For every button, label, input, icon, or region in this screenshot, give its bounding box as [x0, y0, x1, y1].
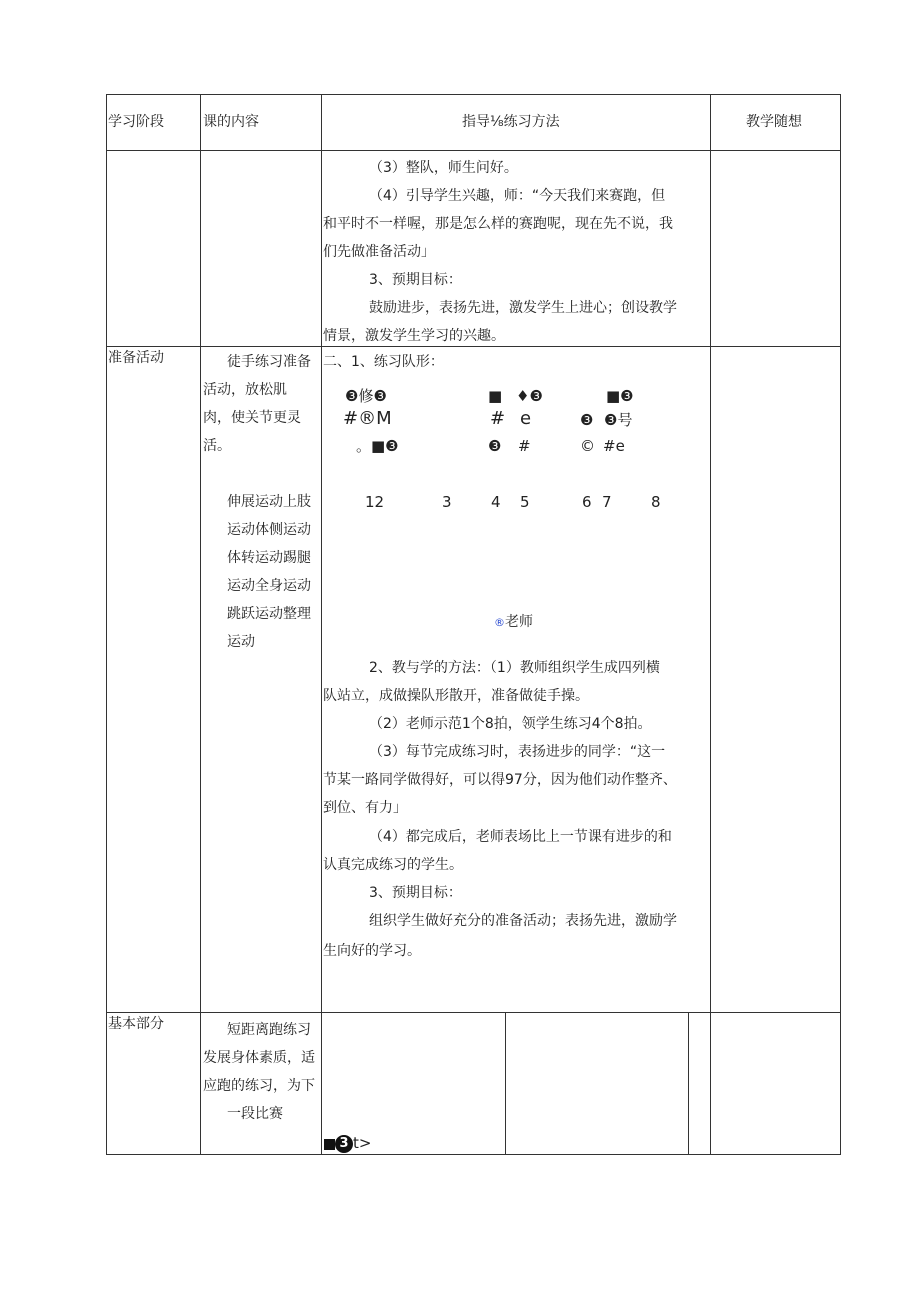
method-line-3: （2）老师示范1个8拍，领学生练习4个8拍。: [369, 716, 652, 732]
row1-content-a-2: 活动，放松肌: [203, 382, 287, 398]
row0-line-7: 情景，激发学生学习的兴趣。: [323, 328, 505, 344]
formation-r3-a: 。■❸: [356, 437, 399, 455]
row1-content-a-3: 肉，使关节更灵: [203, 410, 301, 426]
method-line-9: 3、预期目标：: [369, 885, 462, 901]
basic-bottom-text: t>: [353, 1134, 372, 1152]
method-line-4: （3）每节完成练习时，表扬进步的同学：“这一: [369, 744, 666, 760]
col-divider-1: [200, 94, 201, 1155]
row1-content-b-6: 运动: [227, 634, 255, 650]
row0-line-3: 和平时不一样喔，那是怎么样的赛跑呢，现在先不说，我: [323, 216, 673, 232]
row1-content-b-4: 运动全身运动: [227, 578, 311, 594]
header-stage: 学习阶段: [108, 114, 164, 130]
header-method: 指导⅛练习方法: [462, 114, 560, 130]
table-right-border: [840, 94, 841, 1155]
header-bottom-border: [106, 150, 841, 151]
method-line-8: 认真完成练习的学生。: [323, 857, 463, 873]
formation-r2-e: ❸号: [604, 411, 633, 429]
formation-r1-b: ■: [488, 387, 503, 405]
circled-three-icon: 3: [335, 1135, 353, 1153]
formation-r3-c: #: [518, 437, 531, 455]
formation-r3-e: #e: [603, 437, 625, 455]
sub-divider-2: [688, 1012, 689, 1155]
col-divider-2: [321, 94, 322, 1155]
row0-bottom-border: [106, 346, 841, 347]
row1-content-b-2: 运动体侧运动: [227, 522, 311, 538]
formation-number: 12: [365, 493, 385, 511]
row1-content-b-3: 体转运动踢腿: [227, 550, 311, 566]
row0-line-1: （3）整队，师生问好。: [369, 160, 518, 176]
formation-title: 二、1、练习队形：: [323, 354, 444, 370]
row0-line-6: 鼓励进步，表扬先进，激发学生上进心；创设教学: [369, 300, 677, 316]
row1-bottom-border: [106, 1012, 841, 1013]
formation-r2-d: ❸: [580, 411, 594, 429]
row1-content-a-4: 活。: [203, 438, 231, 454]
formation-number: 5: [520, 493, 530, 511]
header-notes: 教学随想: [746, 114, 802, 130]
row2-content-2: 发展身体素质，适: [203, 1050, 315, 1066]
table-left-border: [106, 94, 107, 1155]
row1-content-a-1: 徒手练习准备: [227, 354, 311, 370]
table-bottom-border: [106, 1154, 841, 1155]
formation-number: 3: [442, 493, 452, 511]
formation-number: 4: [491, 493, 501, 511]
basic-bottom-mark: [324, 1133, 371, 1154]
row2-content-4: 一段比赛: [227, 1106, 283, 1122]
sub-divider-1: [505, 1012, 506, 1155]
row1-stage: 准备活动: [108, 350, 164, 366]
formation-r3-b: ❸: [488, 437, 502, 455]
formation-r1-d: ■❸: [606, 387, 634, 405]
row0-line-2: （4）引导学生兴趣，师：“今天我们来赛跑，但: [369, 188, 666, 204]
teacher-position: [494, 612, 533, 633]
row1-content-b-1: 伸展运动上肢: [227, 494, 311, 510]
method-line-6: 到位、有力」: [323, 800, 407, 816]
formation-number: 8: [651, 493, 661, 511]
formation-number: 7: [602, 493, 612, 511]
method-line-2: 队站立，成做操队形散开，准备做徒手操。: [323, 688, 589, 704]
method-line-10: 组织学生做好充分的准备活动；表扬先进，激励学: [369, 913, 677, 929]
method-line-1: 2、教与学的方法：（1）教师组织学生成四列横: [369, 660, 660, 676]
table-top-border: [106, 94, 841, 95]
row2-content-3: 应跑的练习，为下: [203, 1078, 315, 1094]
teacher-label: 老师: [505, 614, 533, 630]
formation-number: 6: [582, 493, 592, 511]
formation-r2-b: #: [490, 408, 506, 429]
formation-r2-a: #®M: [343, 408, 392, 429]
row2-stage: 基本部分: [108, 1016, 164, 1032]
row0-line-5: 3、预期目标：: [369, 272, 462, 288]
row1-content-b-5: 跳跃运动整理: [227, 606, 311, 622]
method-line-7: （4）都完成后，老师表场比上一节课有进步的和: [369, 829, 672, 845]
teacher-mark: ®: [494, 616, 505, 629]
method-line-11: 生向好的学习。: [323, 943, 421, 959]
row2-content-1: 短距离跑练习: [227, 1022, 311, 1038]
row0-line-4: 们先做准备活动」: [323, 244, 435, 260]
formation-r1-c: ♦❸: [516, 387, 543, 405]
formation-r3-d: ©: [580, 437, 595, 455]
formation-r1-a: ❸修❸: [345, 387, 387, 405]
square-icon: [324, 1139, 335, 1150]
formation-r2-c: e: [520, 408, 532, 429]
col-divider-3: [710, 94, 711, 1155]
header-content: 课的内容: [203, 114, 259, 130]
method-line-5: 节某一路同学做得好，可以得97分，因为他们动作整齐、: [323, 772, 677, 788]
